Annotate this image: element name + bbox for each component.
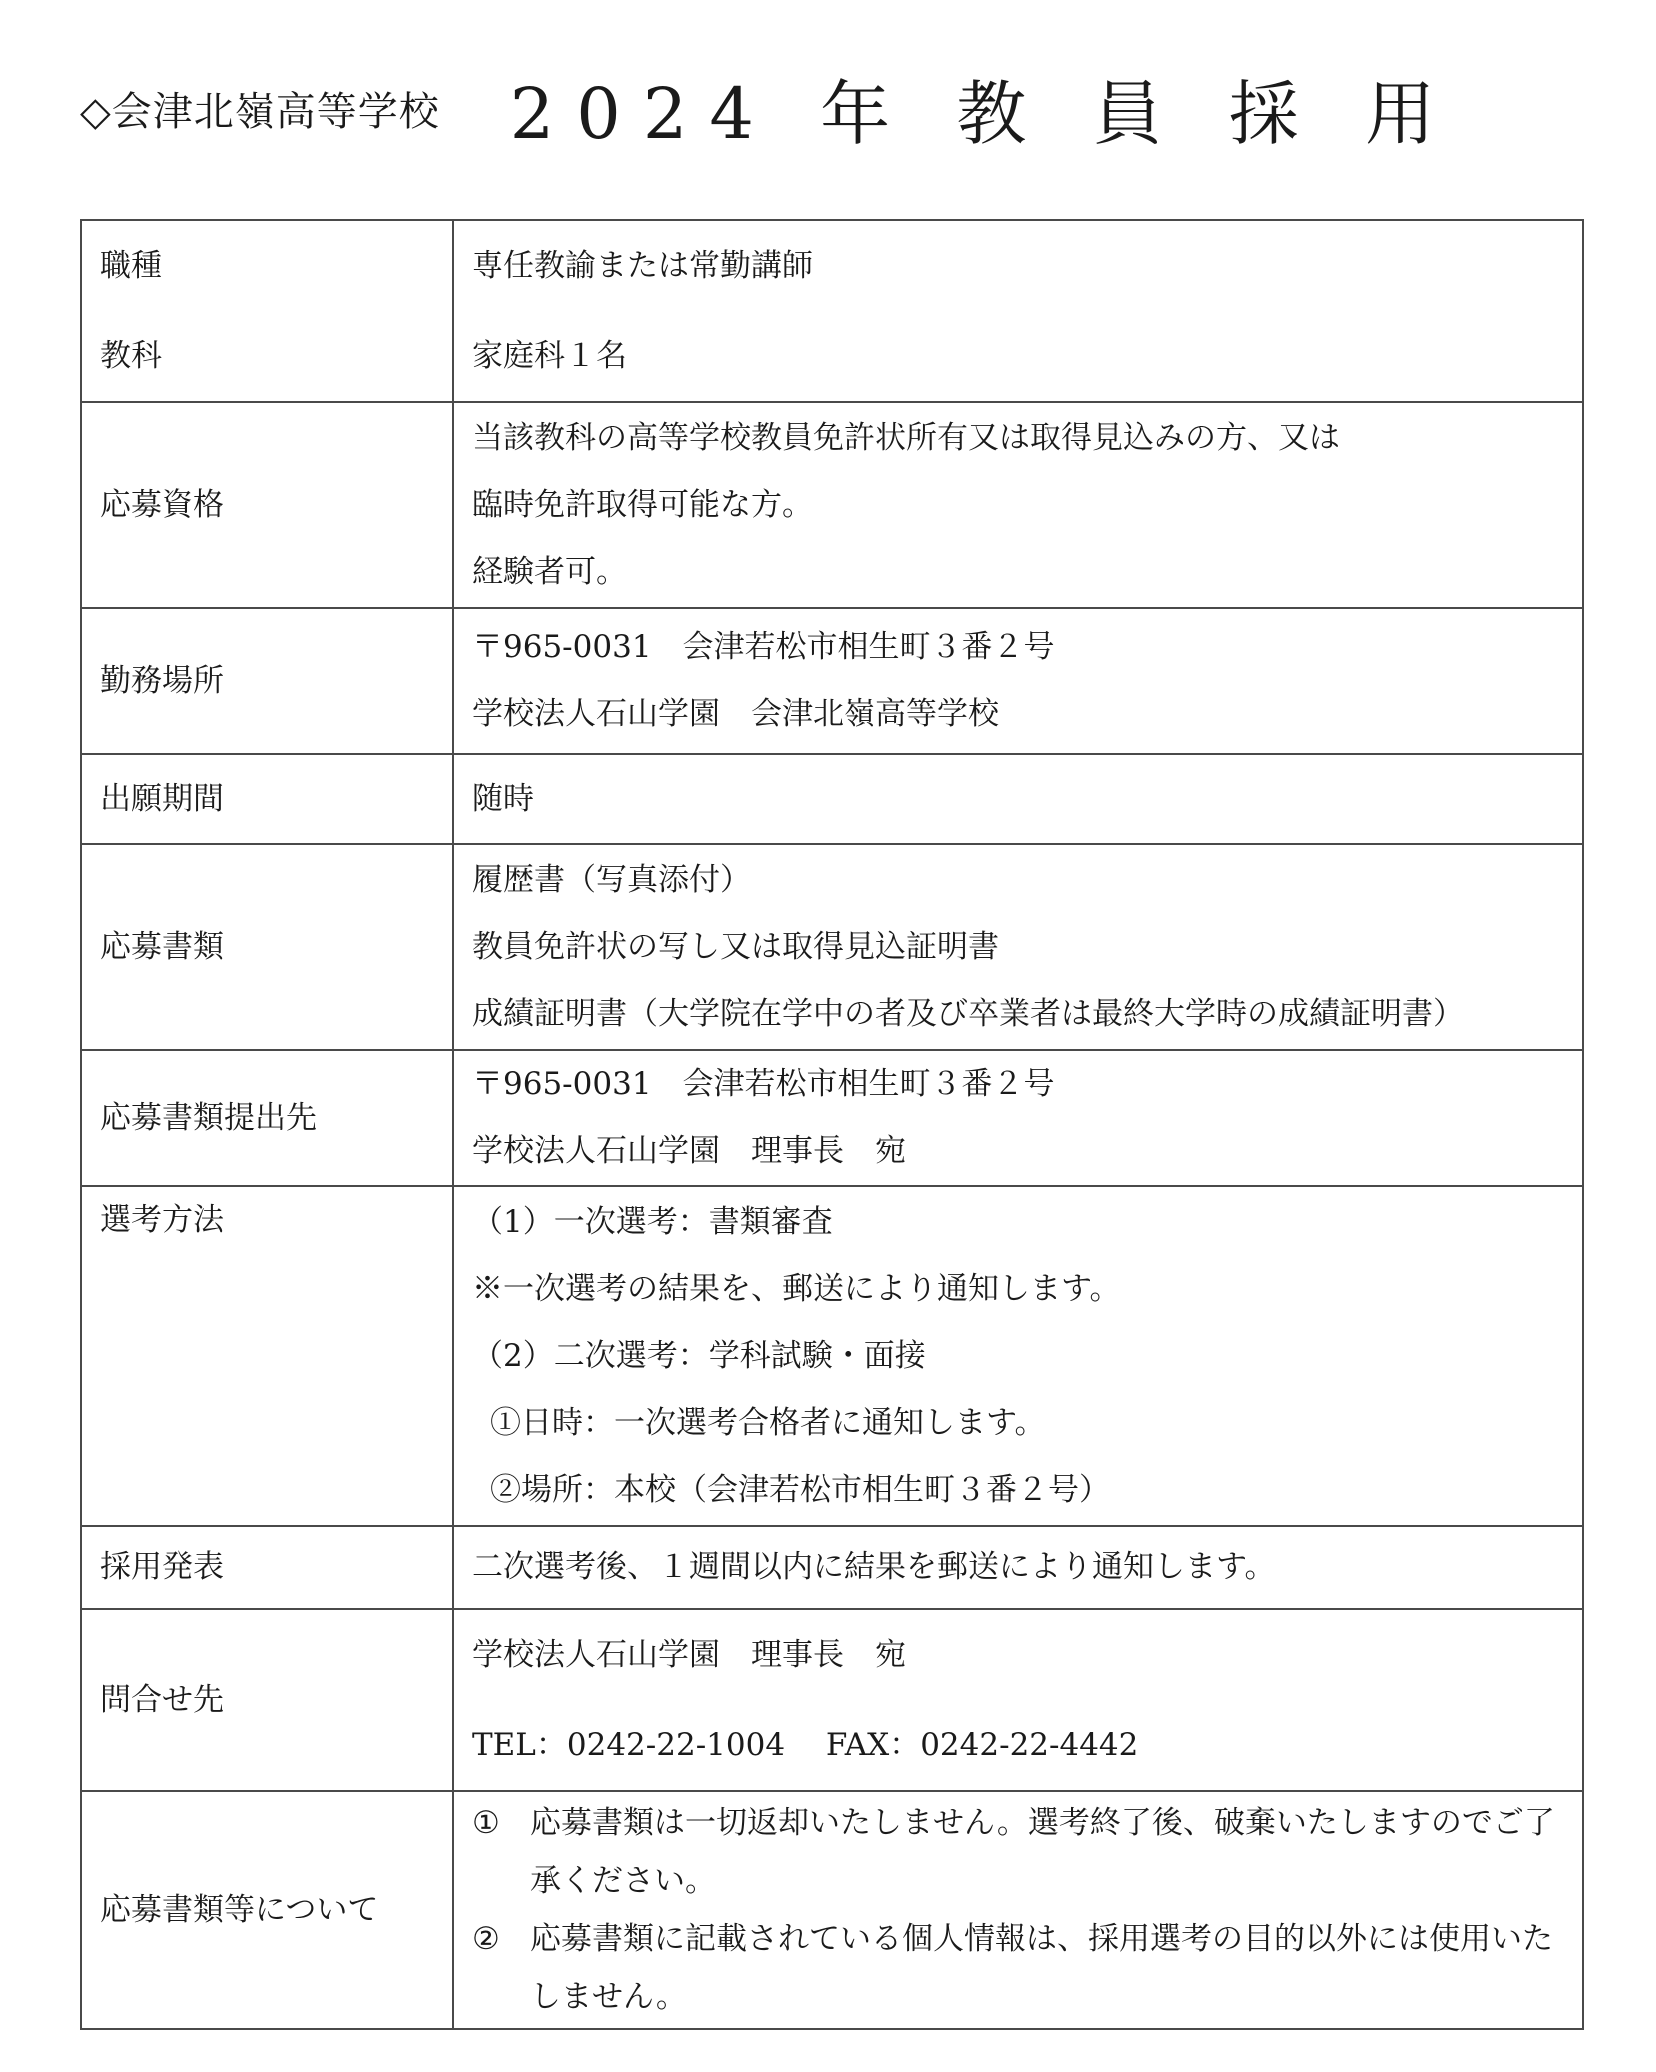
contact-phone-fax: TEL：0242-22-1004 FAX：0242-22-4442 (472, 1727, 1139, 1763)
row-workplace (81, 608, 1583, 754)
label-cell (81, 220, 453, 402)
qualification-line: 当該教科の高等学校教員免許状所有又は取得見込みの方、又は (472, 419, 1340, 456)
value-cell (453, 608, 1583, 754)
label-documents: 応募書類 (81, 844, 453, 1050)
value-cell (453, 1791, 1583, 2029)
qualification-line: 臨時免許取得可能な方。 (472, 486, 813, 523)
submit-to-line: 〒965-0031 会津若松市相生町３番２号 (472, 1066, 1055, 1102)
row-contact (81, 1609, 1583, 1791)
row-announcement (81, 1526, 1583, 1609)
school-name: ◇会津北嶺高等学校 (80, 88, 440, 135)
value-cell (453, 1186, 1583, 1526)
row-qualification (81, 402, 1583, 608)
row-submit-to (81, 1050, 1583, 1186)
label-notes: 応募書類等について (81, 1791, 453, 2029)
value-cell (453, 402, 1583, 608)
workplace-line: 学校法人石山学園 会津北嶺高等学校 (472, 696, 999, 732)
value-cell (453, 1609, 1583, 1791)
note-text: 応募書類は一切返却いたしません。選考終了後、破棄いたしますのでご了承ください。 (530, 1805, 1555, 1899)
announcement-value: 二次選考後、１週間以内に結果を郵送により通知します。 (453, 1526, 1583, 1609)
subject-value: 家庭科１名 (472, 338, 627, 374)
documents-line: 成績証明書（大学院在学中の者及び卒業者は最終大学時の成績証明書） (472, 995, 1464, 1032)
value-cell (453, 844, 1583, 1050)
qualification-line: 経験者可。 (472, 553, 627, 590)
label-submit-to: 応募書類提出先 (81, 1050, 453, 1186)
selection-place: ②場所：本校（会津若松市相生町３番２号） (490, 1471, 1110, 1508)
row-documents (81, 844, 1583, 1050)
recruitment-table (80, 219, 1584, 2030)
contact-name: 学校法人石山学園 理事長 宛 (472, 1637, 906, 1673)
documents-line: 教員免許状の写し又は取得見込証明書 (472, 928, 999, 965)
documents-line: 履歴書（写真添付） (472, 861, 751, 898)
label-announcement: 採用発表 (81, 1526, 453, 1609)
row-notes (81, 1791, 1583, 2029)
value-cell (453, 220, 1583, 402)
label-selection: 選考方法 (81, 1186, 453, 1526)
job-type-value: 専任教諭または常勤講師 (472, 248, 813, 284)
page-title: 2024 年 教 員 採 用 (509, 72, 1458, 155)
value-cell (453, 1050, 1583, 1186)
note-item (472, 1794, 1582, 1910)
note-number: ① (472, 1805, 500, 1841)
period-value: 随時 (453, 754, 1583, 844)
label-qualification: 応募資格 (81, 402, 453, 608)
note-number: ② (472, 1921, 500, 1957)
selection-note: ※一次選考の結果を、郵送により通知します。 (472, 1270, 1121, 1307)
selection-step-1: （1）一次選考：書類審査 (472, 1203, 833, 1240)
workplace-line: 〒965-0031 会津若松市相生町３番２号 (472, 629, 1055, 665)
label-job-type: 職種 (100, 248, 162, 284)
label-contact: 問合せ先 (81, 1609, 453, 1791)
row-selection (81, 1186, 1583, 1526)
note-text: 応募書類に記載されている個人情報は、採用選考の目的以外には使用いたしません。 (530, 1921, 1553, 2015)
label-subject: 教科 (100, 338, 162, 374)
page-header (80, 58, 1457, 158)
submit-to-line: 学校法人石山学園 理事長 宛 (472, 1133, 906, 1169)
selection-step-2: （2）二次選考：学科試験・面接 (472, 1337, 926, 1374)
label-workplace: 勤務場所 (81, 608, 453, 754)
selection-datetime: ①日時：一次選考合格者に通知します。 (490, 1404, 1046, 1441)
note-item (472, 1910, 1582, 2026)
row-job (81, 220, 1583, 402)
row-period (81, 754, 1583, 844)
label-period: 出願期間 (81, 754, 453, 844)
